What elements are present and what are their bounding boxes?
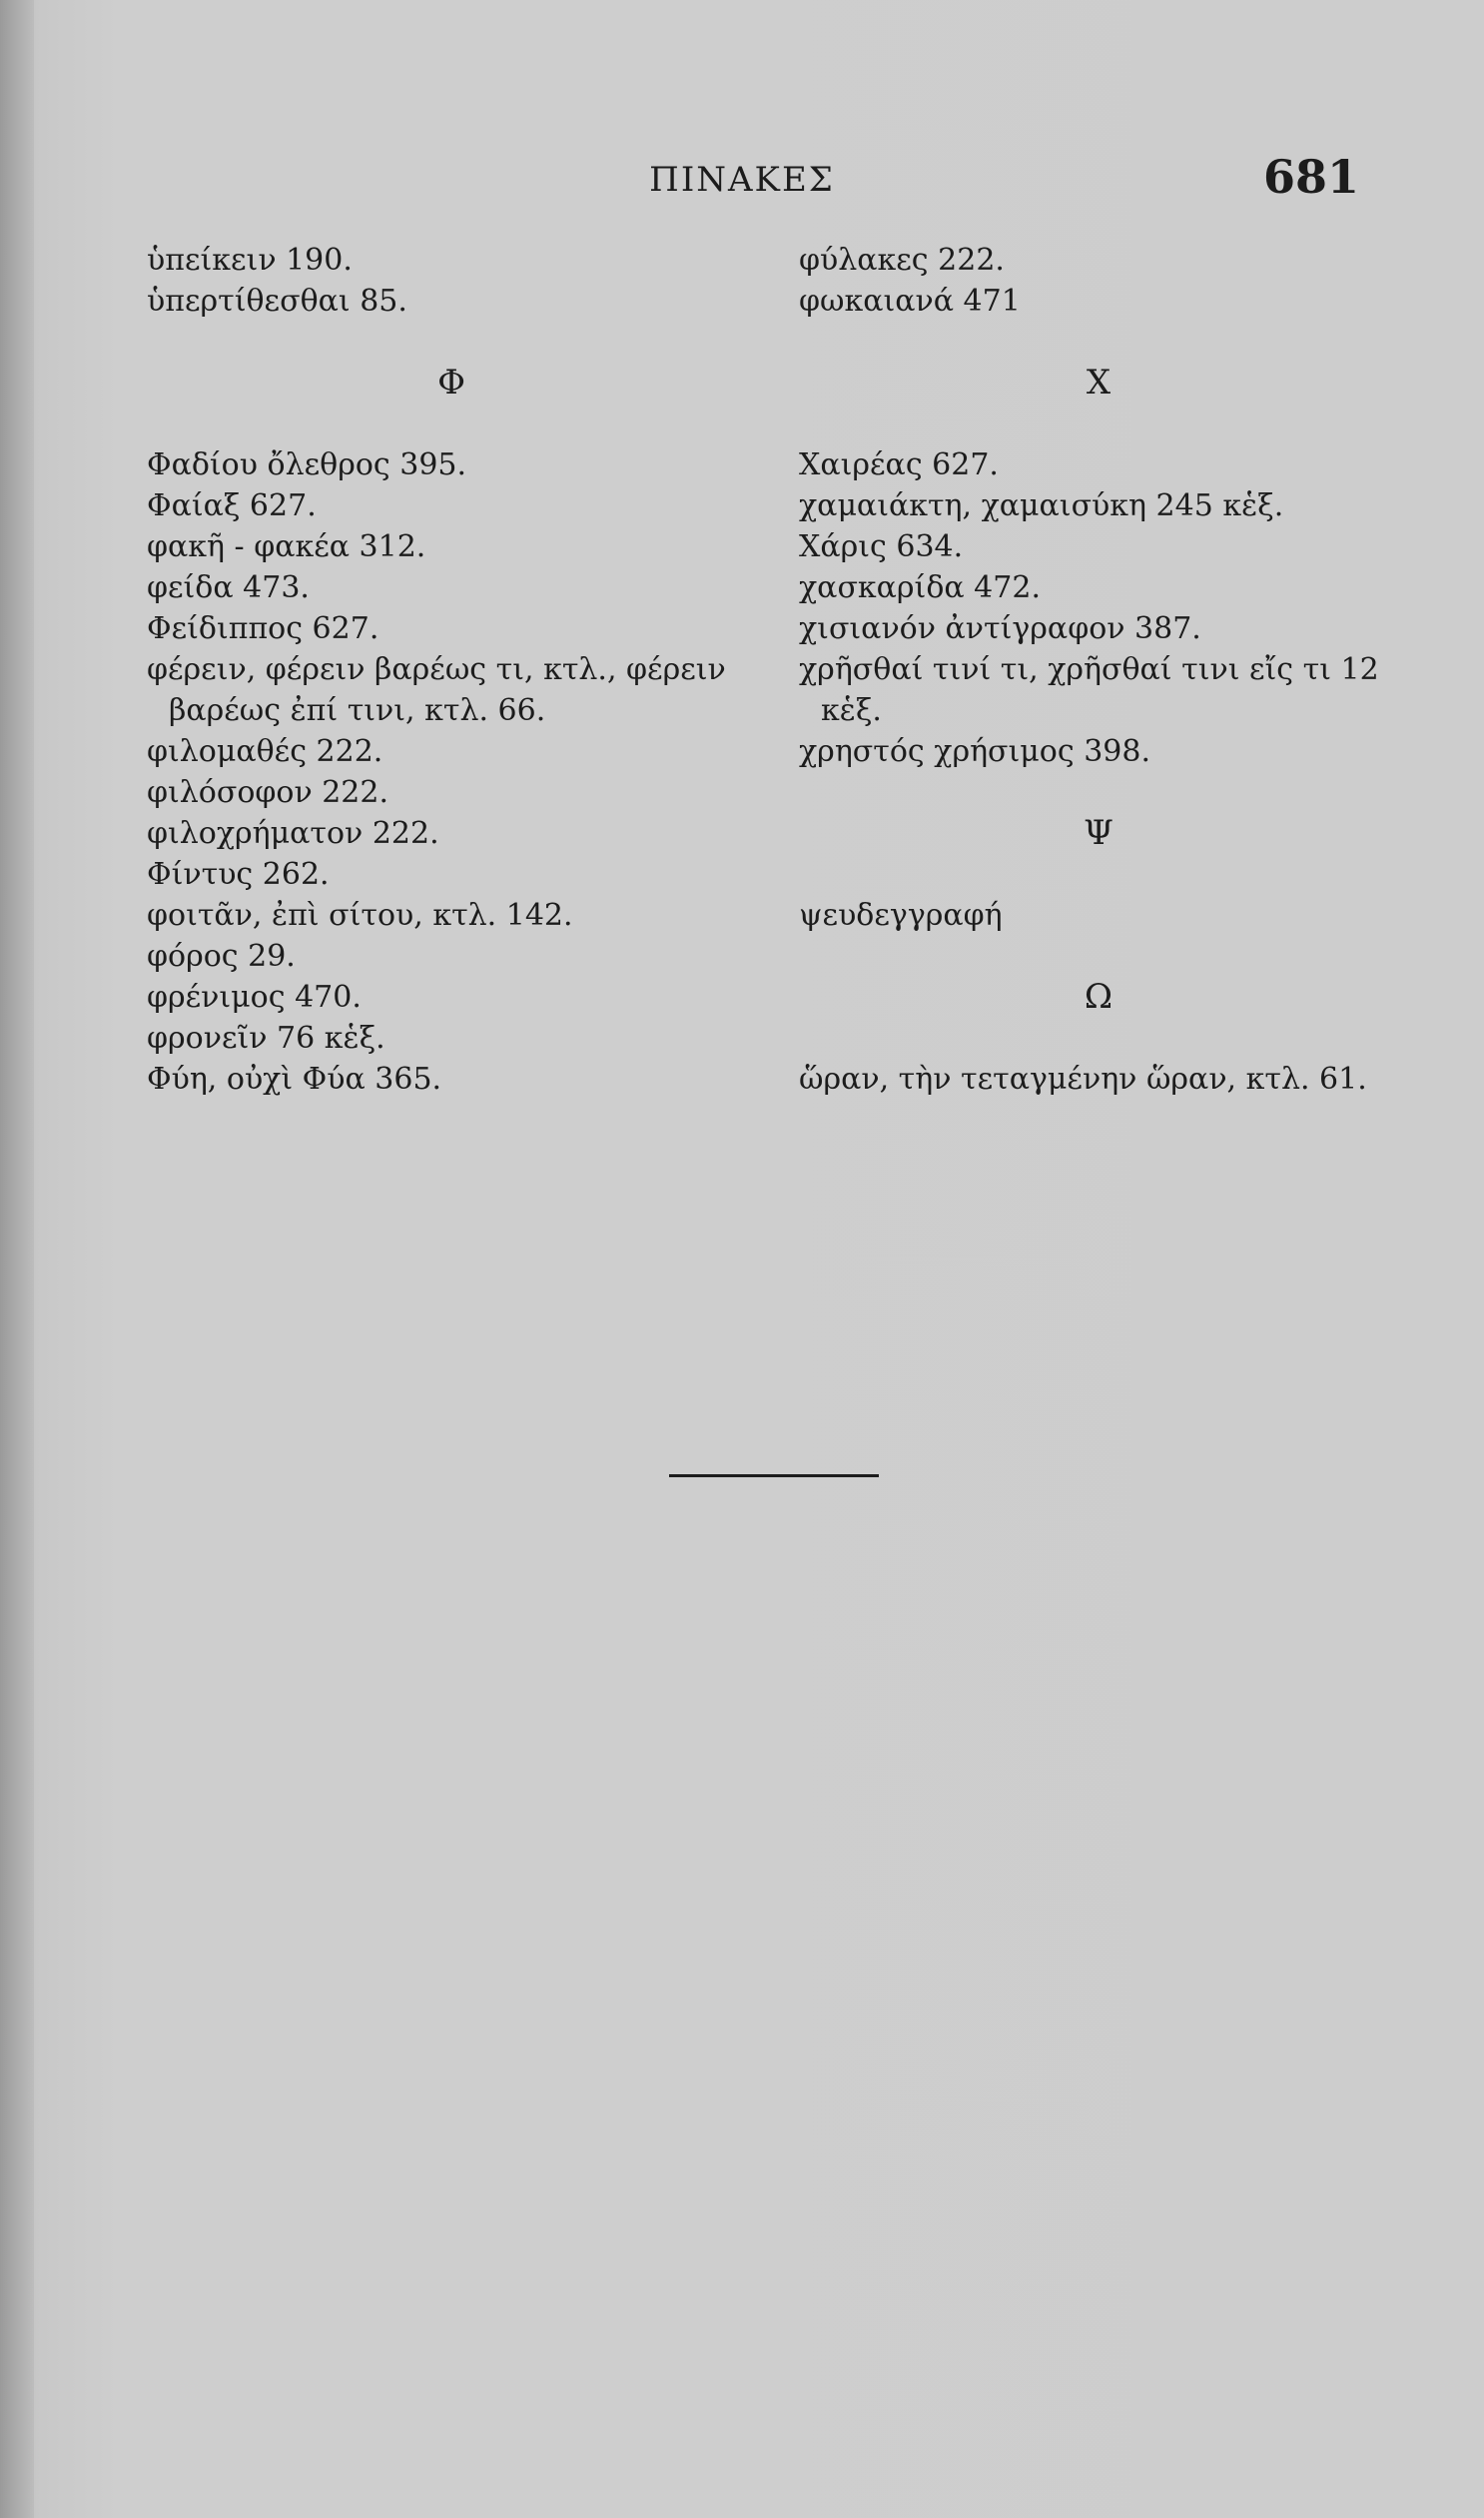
index-entry: φιλομαθές 222. bbox=[147, 734, 383, 769]
index-entry: φόρος 29. bbox=[147, 939, 296, 974]
index-entry: φιλόσοφον 222. bbox=[147, 775, 389, 810]
index-entry: ὑπείκειν 190. bbox=[147, 243, 353, 278]
index-entry: φοιτᾶν, ἐπὶ σίτου, κτλ. 142. bbox=[147, 898, 573, 933]
index-entry: Φίντυς 262. bbox=[147, 857, 330, 892]
left-column bbox=[147, 240, 756, 1100]
index-entry: Φείδιππος 627. bbox=[147, 611, 379, 646]
index-entry: φρένιμος 470. bbox=[147, 980, 362, 1015]
index-entry: χισιανόν ἀντίγραφον 387. bbox=[799, 611, 1201, 646]
section-letter-psi: Ψ bbox=[1084, 813, 1113, 853]
section-letter-omega: Ω bbox=[1084, 977, 1113, 1017]
index-entry: φείδα 473. bbox=[147, 570, 310, 605]
index-entry-continuation: βαρέως ἐπί τινι, κτλ. 66. bbox=[169, 693, 546, 728]
index-entry: Φαίαξ 627. bbox=[147, 488, 317, 523]
index-entry: Φαδίου ὄλεθρος 395. bbox=[147, 447, 467, 482]
running-title: ΠΙΝΑΚΕΣ bbox=[649, 160, 835, 200]
index-entry: χαμαιάκτη, χαμαισύκη 245 κἑξ. bbox=[799, 488, 1284, 523]
index-entry: φωκαιανά 471 bbox=[799, 284, 1021, 319]
index-entry: ὑπερτίθεσθαι 85. bbox=[147, 284, 407, 319]
index-entry: ὥραν, τὴν τεταγμένην ὥραν, κτλ. 61. bbox=[799, 1062, 1367, 1097]
index-entry-continuation: κἑξ. bbox=[821, 693, 882, 728]
section-letter-phi: Φ bbox=[437, 363, 465, 403]
index-entry: Χάρις 634. bbox=[799, 529, 964, 564]
index-entry: χρηστός χρήσιμος 398. bbox=[799, 734, 1150, 769]
index-entry: χασκαρίδα 472. bbox=[799, 570, 1041, 605]
index-entry: ψευδεγγραφή bbox=[799, 898, 1003, 933]
index-entry: φιλοχρήματον 222. bbox=[147, 816, 439, 851]
index-entry: φρονεῖν 76 κἑξ. bbox=[147, 1021, 385, 1056]
index-entry: φακῆ - φακέα 312. bbox=[147, 529, 426, 564]
book-spine-edge bbox=[0, 0, 34, 2518]
section-letter-chi: Χ bbox=[1086, 363, 1112, 403]
page-number: 681 bbox=[1262, 150, 1359, 204]
index-entry: Φύη, οὐχὶ Φύα 365. bbox=[147, 1062, 442, 1097]
index-entry: χρῆσθαί τινί τι, χρῆσθαί τινι εἴς τι 12 bbox=[799, 652, 1379, 687]
index-entry: φέρειν, φέρειν βαρέως τι, κτλ., φέρειν bbox=[147, 652, 726, 687]
end-rule bbox=[669, 1474, 879, 1477]
index-entry: φύλακες 222. bbox=[799, 243, 1005, 278]
right-column bbox=[799, 240, 1398, 1100]
index-entry: Χαιρέας 627. bbox=[799, 447, 999, 482]
